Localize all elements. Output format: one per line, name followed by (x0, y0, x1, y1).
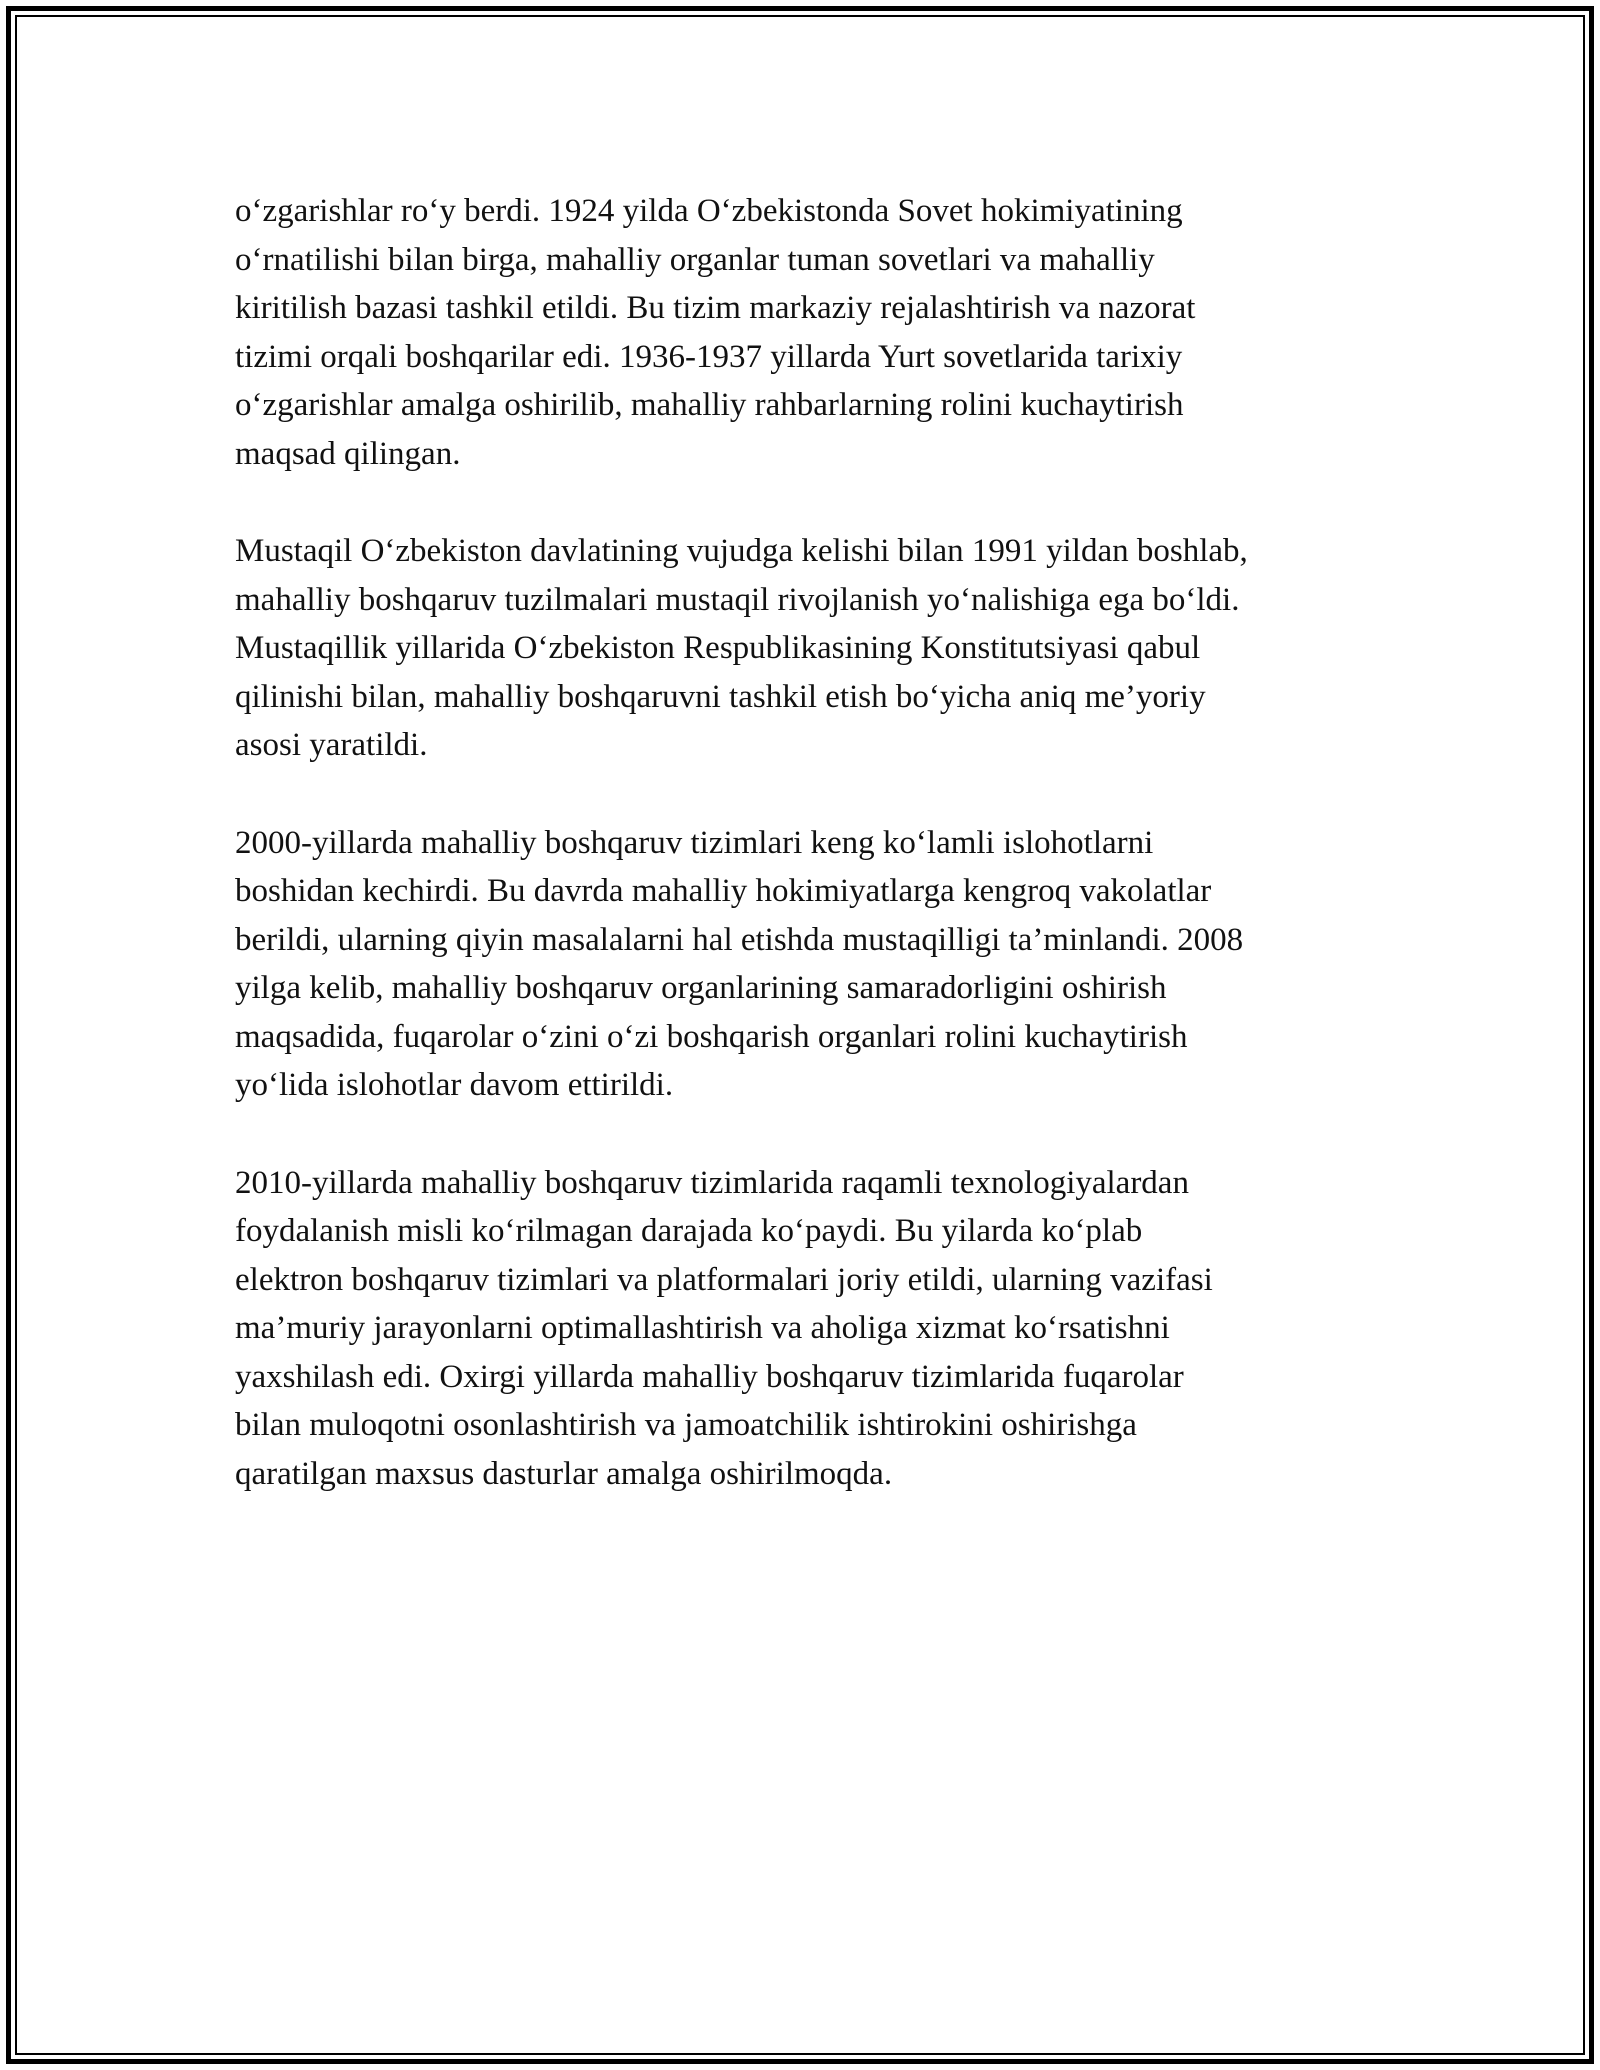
paragraph-3: 2000-yillarda mahalliy boshqaruv tizimlari keng ko‘lamli islohotlarni boshidan kechirdi. Bu davrda mahalliy hokimiyatlarga kengroq vakolatlar berildi, ularning qiyin masalalarni hal etishda mustaqilligi ta’minlandi. 2008 yilga kelib, mahalliy boshqaruv organlarining samaradorligini oshirish maqsadida, fuqarolar o‘zini o‘zi boshqarish organlari rolini kuchaytirish yo‘lida islohotlar davom ettirildi. (235, 824, 1244, 1103)
paragraph-4: 2010-yillarda mahalliy boshqaruv tizimlarida raqamli texnologiyalardan foydalanish misli ko‘rilmagan darajada ko‘paydi. Bu yilarda ko‘plab elektron boshqaruv tizimlari va platformalari joriy etildi, ularning vazifasi ma’muriy jarayonlarni optimallashtirish va aholiga xizmat ko‘rsatishni yaxshilash edi. Oxirgi yillarda mahalliy boshqaruv tizimlarida fuqarolar bilan muloqotni osonlashtirish va jamoatchilik ishtirokini oshirishga qaratilgan maxsus dasturlar amalga oshirilmoqda. (235, 1164, 1213, 1492)
paragraph-2: Mustaqil O‘zbekiston davlatining vujudga kelishi bilan 1991 yildan boshlab, mahalliy boshqaruv tuzilmalari mustaqil rivojlanish yo‘nalishiga ega bo‘ldi. Mustaqillik yillarida O‘zbekiston Respublikasining Konstitutsiyasi qabul qilinishi bilan, mahalliy boshqaruvni tashkil etish bo‘yicha aniq me’yoriy asosi yaratildi. (235, 533, 1248, 763)
document-body (235, 187, 1370, 1547)
paragraph-1: o‘zgarishlar ro‘y berdi. 1924 yilda O‘zbekistonda Sovet hokimiyatining o‘rnatilishi bilan birga, mahalliy organlar tuman sovetlari va mahalliy kiritilish bazasi tashkil etildi. Bu tizim markaziy rejalashtirish va nazorat tizimi orqali boshqarilar edi. 1936-1937 yillarda Yurt sovetlarida tarixiy o‘zgarishlar amalga oshirilib, mahalliy rahbarlarning rolini kuchaytirish maqsad qilingan. (235, 193, 1196, 472)
